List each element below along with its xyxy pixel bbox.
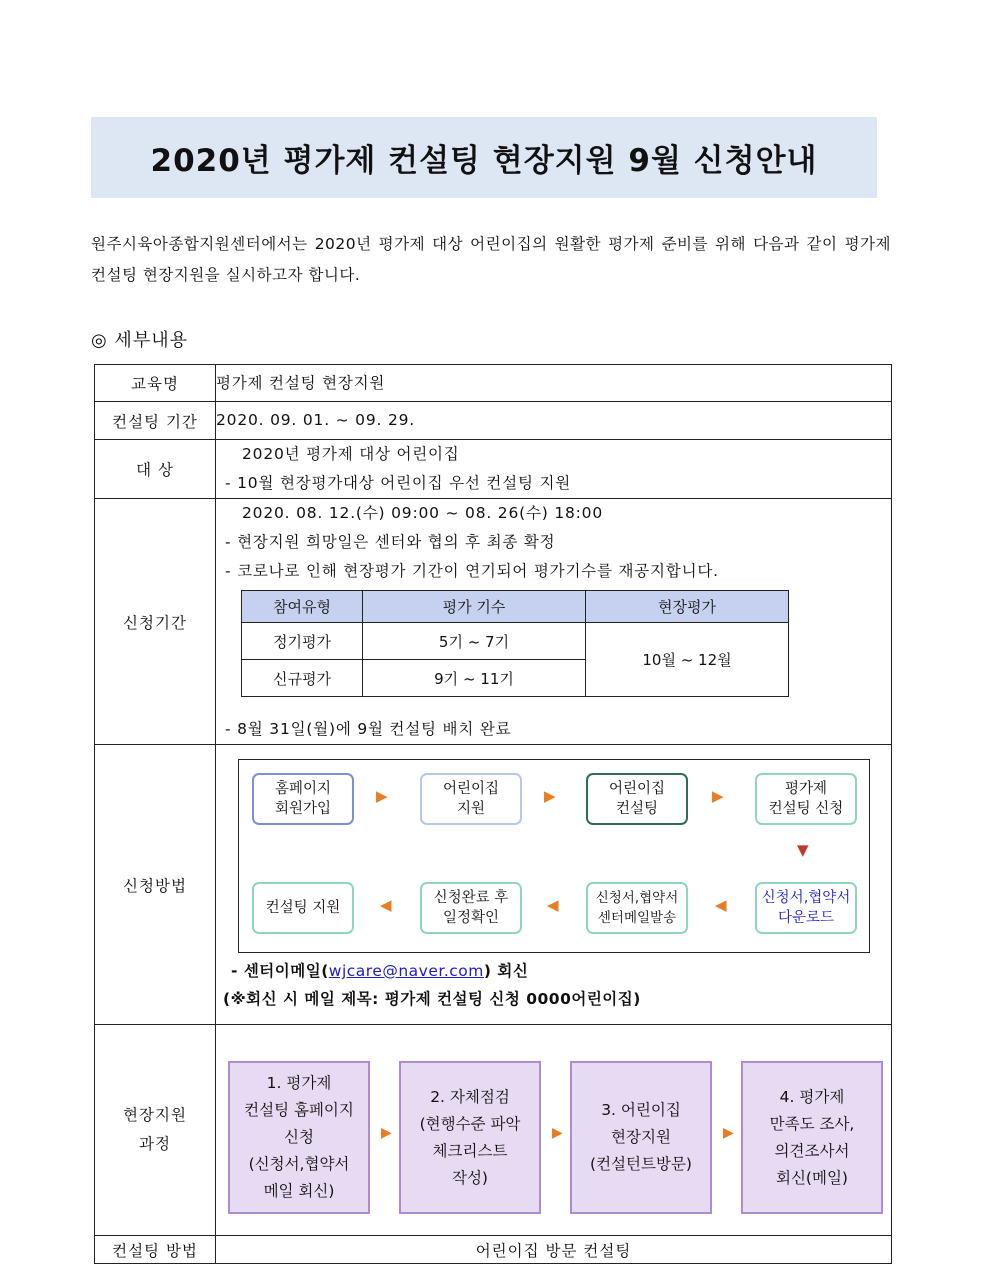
process-step-2: 2. 자체점검 (현행수준 파악 체크리스트 작성) [399,1061,541,1214]
value-method: 어린이집 방문 컨설팅 [216,1236,892,1264]
value-edu-name: 평가제 컨설팅 현장지원 [216,365,892,402]
section-title: ◎ 세부내용 [91,330,188,351]
arrow-right-icon: ▶ [376,787,388,805]
arrow-down-icon: ▼ [797,841,809,859]
value-target [216,440,892,499]
flow-step-request: 평가제 컨설팅 신청 [755,773,857,825]
label-edu-name: 교육명 [95,365,216,402]
process-step-4: 4. 평가제 만족도 조사, 의견조사서 회신(메일) [741,1061,883,1214]
schedule-cell: 9기 ~ 11기 [363,660,586,697]
flow-step-send: 신청서,협약서 센터메일발송 [586,882,688,934]
detail-table [94,364,892,1264]
flow-step-download: 신청서,협약서 다운로드 [755,882,857,934]
label-apply-period: 신청기간 [95,499,216,745]
page-title: 2020년 평가제 컨설팅 현장지원 9월 신청안내 [150,143,818,179]
title-banner [91,117,877,198]
arrow-left-icon: ◀ [547,896,559,914]
flow-step-consult-support: 컨설팅 지원 [252,882,354,934]
email-line [216,957,891,986]
schedule-cell: 신규평가 [242,660,363,697]
flow-step-support: 어린이집 지원 [420,773,522,825]
email-note: (※회신 시 메일 제목: 평가제 컨설팅 신청 0000어린이집) [223,990,641,1008]
schedule-table [241,590,789,697]
process-step-1: 1. 평가제 컨설팅 홈페이지 신청 (신청서,협약서 메일 회신) [228,1061,370,1214]
flow-step-confirm: 신청완료 후 일정확인 [420,882,522,934]
flow-step-join: 홈페이지 회원가입 [252,773,354,825]
value-apply-period [216,499,892,745]
schedule-cell: 5기 ~ 7기 [363,623,586,660]
intro-paragraph: 원주시육아종합지원센터에서는 2020년 평가제 대상 어린이집의 원활한 평가제 준비를 위해 다음과 같이 평가제 컨설팅 현장지원을 실시하고자 합니다. [91,235,891,284]
process-steps [216,1025,891,1235]
apply-line-3: - 코로나로 인해 현장평가 기간이 연기되어 평가기수를 재공지합니다. [225,562,719,580]
arrow-right-icon: ▶ [723,1125,734,1141]
schedule-cell: 정기평가 [242,623,363,660]
schedule-header: 현장평가 [586,591,789,623]
label-period: 컨설팅 기간 [95,402,216,440]
process-step-3: 3. 어린이집 현장지원 (컨설턴트방문) [570,1061,712,1214]
value-process [216,1025,892,1236]
schedule-header: 평가 기수 [363,591,586,623]
arrow-right-icon: ▶ [712,787,724,805]
schedule-merged-cell: 10월 ~ 12월 [586,623,789,697]
arrow-left-icon: ◀ [380,896,392,914]
apply-line-1: 2020. 08. 12.(수) 09:00 ~ 08. 26(수) 18:00 [242,504,603,522]
label-method: 컨설팅 방법 [95,1236,216,1264]
apply-footer: - 8월 31일(월)에 9월 컨설팅 배치 완료 [225,720,512,738]
target-line-1: 2020년 평가제 대상 어린이집 [242,445,460,463]
value-apply-method [216,745,892,1025]
email-suffix: ) 회신 [483,962,529,980]
label-target: 대 상 [95,440,216,499]
label-process: 현장지원 과정 [95,1025,216,1236]
apply-line-2: - 현장지원 희망일은 센터와 협의 후 최종 확정 [225,533,556,551]
value-period: 2020. 09. 01. ~ 09. 29. [216,402,892,440]
arrow-left-icon: ◀ [715,896,727,914]
email-prefix: - 센터이메일( [231,962,329,980]
label-apply-method: 신청방법 [95,745,216,1025]
target-line-2: - 10월 현장평가대상 어린이집 우선 컨설팅 지원 [225,474,571,492]
email-link[interactable]: wjcare@naver.com [328,962,484,980]
arrow-right-icon: ▶ [544,787,556,805]
arrow-right-icon: ▶ [552,1125,563,1141]
arrow-right-icon: ▶ [381,1125,392,1141]
schedule-header: 참여유형 [242,591,363,623]
flow-step-consulting: 어린이집 컨설팅 [586,773,688,825]
apply-flow-diagram [238,759,870,953]
